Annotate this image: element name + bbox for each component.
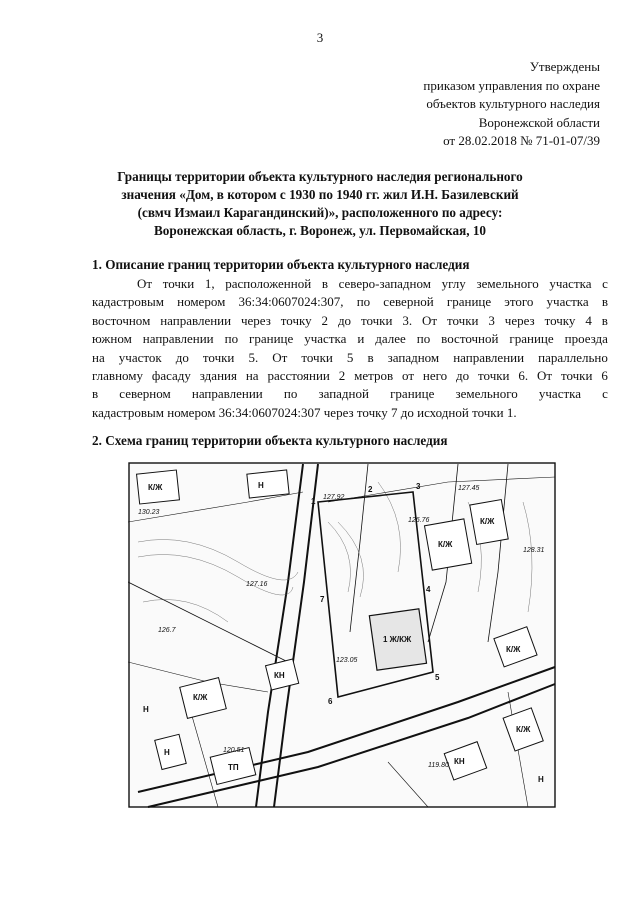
approval-line: Воронежской области (478, 114, 600, 130)
description-word: по (283, 386, 298, 402)
approval-line: от 28.02.2018 № 71-01-07/39 (443, 133, 600, 148)
description-word: восточном (92, 312, 151, 328)
elevation-label: 127.45 (458, 485, 480, 492)
description-line (92, 293, 608, 311)
description-word: него (422, 368, 448, 384)
description-word: точки (560, 368, 593, 384)
boundary-point-label: 1 (311, 497, 316, 506)
description-word: От (137, 276, 153, 291)
description-word: точки (447, 312, 479, 328)
description-word: здания (199, 368, 237, 384)
description-word: 36:34:0607024:307, (238, 294, 344, 310)
description-word: От (422, 312, 438, 328)
elevation-label: 127.92 (323, 494, 345, 501)
description-word: точки (472, 404, 507, 420)
description-word: западном (387, 349, 440, 365)
building-label: Н (164, 748, 170, 757)
description-word: От (272, 349, 288, 365)
description-word: 2 (338, 368, 346, 384)
description-word: этого (504, 294, 534, 310)
title-line: Воронежская область, г. Воронеж, ул. Первомайская, 10 (153, 223, 487, 238)
description-word: метров (354, 368, 394, 384)
building-label: КН (274, 671, 285, 680)
elevation-label: 126.76 (408, 517, 430, 524)
description-word: 5 (346, 349, 354, 365)
description-word: фасаду (151, 368, 191, 384)
description-word: направлении (453, 349, 525, 365)
description-word: 5. (248, 349, 259, 365)
description-word: до (400, 404, 418, 420)
elevation-label: 120.51 (223, 747, 245, 754)
description-word: в (92, 386, 99, 402)
description-word: проезда (564, 331, 608, 347)
description-word: через (323, 404, 357, 420)
description-line (92, 349, 608, 367)
description-word: в (601, 312, 608, 328)
description-word: точки (478, 368, 510, 384)
boundary-point-label: 4 (426, 585, 431, 594)
description-word: по (416, 331, 431, 347)
description-word: кадастровым (92, 404, 168, 420)
description-word: углу (441, 276, 466, 291)
description-word: точку (544, 312, 576, 328)
description-word: северо-западном (338, 276, 431, 291)
description-word: участка (546, 294, 589, 310)
description-word: границе (390, 386, 435, 402)
description-word: западной (318, 386, 369, 402)
description-word: участка (304, 331, 347, 347)
description-word: от (402, 368, 415, 384)
document-title (40, 168, 600, 240)
description-word: 1. (506, 404, 517, 420)
description-word: точки (202, 349, 235, 365)
description-word: по (224, 331, 239, 347)
description-word: через (504, 312, 535, 328)
description-word: номером (177, 294, 226, 310)
description-word: точки (301, 349, 333, 365)
description-word: южном (92, 331, 132, 347)
building-label: Н (143, 705, 149, 714)
elevation-label: 126.7 (158, 627, 176, 634)
approval-line: Утверждены (529, 59, 600, 74)
building-label: Н (538, 775, 544, 784)
description-word: участка (538, 386, 582, 402)
building-label: К/Ж (193, 693, 208, 702)
approval-line: объектов культурного наследия (426, 96, 600, 111)
elevation-label: 130.23 (138, 509, 160, 516)
approval-block (423, 58, 600, 151)
description-word: северном (119, 386, 171, 402)
elevation-label: 123.05 (336, 657, 358, 664)
description-word: точки (360, 312, 393, 328)
description-word: точки (162, 276, 195, 291)
description-word: участок (118, 349, 162, 365)
description-line (92, 330, 608, 348)
description-line (92, 312, 608, 330)
description-word: до (456, 368, 470, 384)
description-word: в (601, 294, 608, 310)
description-word: с (602, 276, 608, 291)
description-word: земельного (476, 276, 539, 291)
description-line (92, 404, 608, 422)
description-word: 2 (321, 312, 329, 328)
elevation-label: 127.16 (246, 581, 268, 588)
page-number: 3 (316, 30, 324, 45)
description-word: восточной (441, 331, 499, 347)
description-word: на (92, 349, 105, 365)
description-word: 7 (390, 404, 401, 420)
building-label: Н (258, 481, 264, 490)
approval-line: приказом управления по охране (423, 77, 600, 93)
map-drawing (128, 462, 556, 808)
description-line (92, 367, 608, 385)
description-word: направлении (142, 331, 214, 347)
description-word: с (602, 386, 608, 402)
title-line: значения «Дом, в котором с 1930 по 1940 гг. жил И.Н. Базилевский (121, 187, 519, 202)
description-word: исходной (417, 404, 473, 420)
description-word: 6. (518, 368, 529, 384)
boundary-point-label: 6 (328, 697, 333, 706)
description-word: точку (356, 404, 391, 420)
description-word: 36:34:0607024:307 (218, 404, 324, 420)
description-word: 1, (204, 276, 215, 291)
building-label: КН (454, 757, 465, 766)
description-word: далее (375, 331, 406, 347)
section1-heading: 1. Описание границ территории объекта культурного наследия (92, 257, 470, 272)
description-word: 3 (488, 312, 495, 328)
description-word: по (356, 294, 371, 310)
building-label: 1 Ж/КЖ (383, 635, 412, 644)
description-word: направлении (191, 386, 263, 402)
description-word: до (175, 349, 189, 365)
description-word: От (537, 368, 553, 384)
boundary-map (128, 462, 556, 808)
elevation-label: 128.31 (523, 547, 545, 554)
description-word: расстоянии (267, 368, 330, 384)
boundary-description (92, 275, 608, 422)
description-word: номером (167, 404, 219, 420)
description-word: 6 (601, 368, 608, 384)
description-word: 3. (402, 312, 413, 328)
description-word: через (241, 312, 271, 328)
building-label: К/Ж (148, 483, 163, 492)
boundary-point-label: 3 (416, 482, 421, 491)
elevation-label: 119.80 (428, 762, 449, 769)
description-word: 4 (585, 312, 592, 328)
title-line: (свмч Измаил Карагандинский)», расположенного по адресу: (137, 205, 503, 220)
description-word: в (367, 349, 374, 365)
description-line (92, 385, 608, 403)
description-line (92, 275, 608, 293)
description-word: в (321, 276, 328, 291)
description-word: направлении (160, 312, 232, 328)
description-word: параллельно (538, 349, 608, 365)
description-word: границе (249, 331, 294, 347)
building-label: ТП (228, 763, 239, 772)
boundary-point-label: 5 (435, 673, 440, 682)
description-word: границе (509, 331, 554, 347)
description-word: и (357, 331, 365, 347)
building-label: К/Ж (438, 540, 453, 549)
description-word: земельного (455, 386, 518, 402)
description-word: северной (383, 294, 434, 310)
boundary-point-label: 2 (368, 485, 373, 494)
description-word: расположенной (225, 276, 312, 291)
description-word: до (337, 312, 352, 328)
description-word: кадастровым (92, 294, 164, 310)
boundary-point-label: 7 (320, 595, 325, 604)
building-label: К/Ж (506, 645, 521, 654)
building-label: К/Ж (480, 517, 495, 526)
description-word: границе (446, 294, 492, 310)
section2-heading: 2. Схема границ территории объекта культурного наследия (92, 433, 448, 448)
description-word: на (245, 368, 259, 384)
description-word: точку (280, 312, 312, 328)
building-label: К/Ж (516, 725, 531, 734)
title-line: Границы территории объекта культурного наследия регионального (117, 169, 523, 184)
description-word: главному (92, 368, 144, 384)
description-word: участка (549, 276, 592, 291)
